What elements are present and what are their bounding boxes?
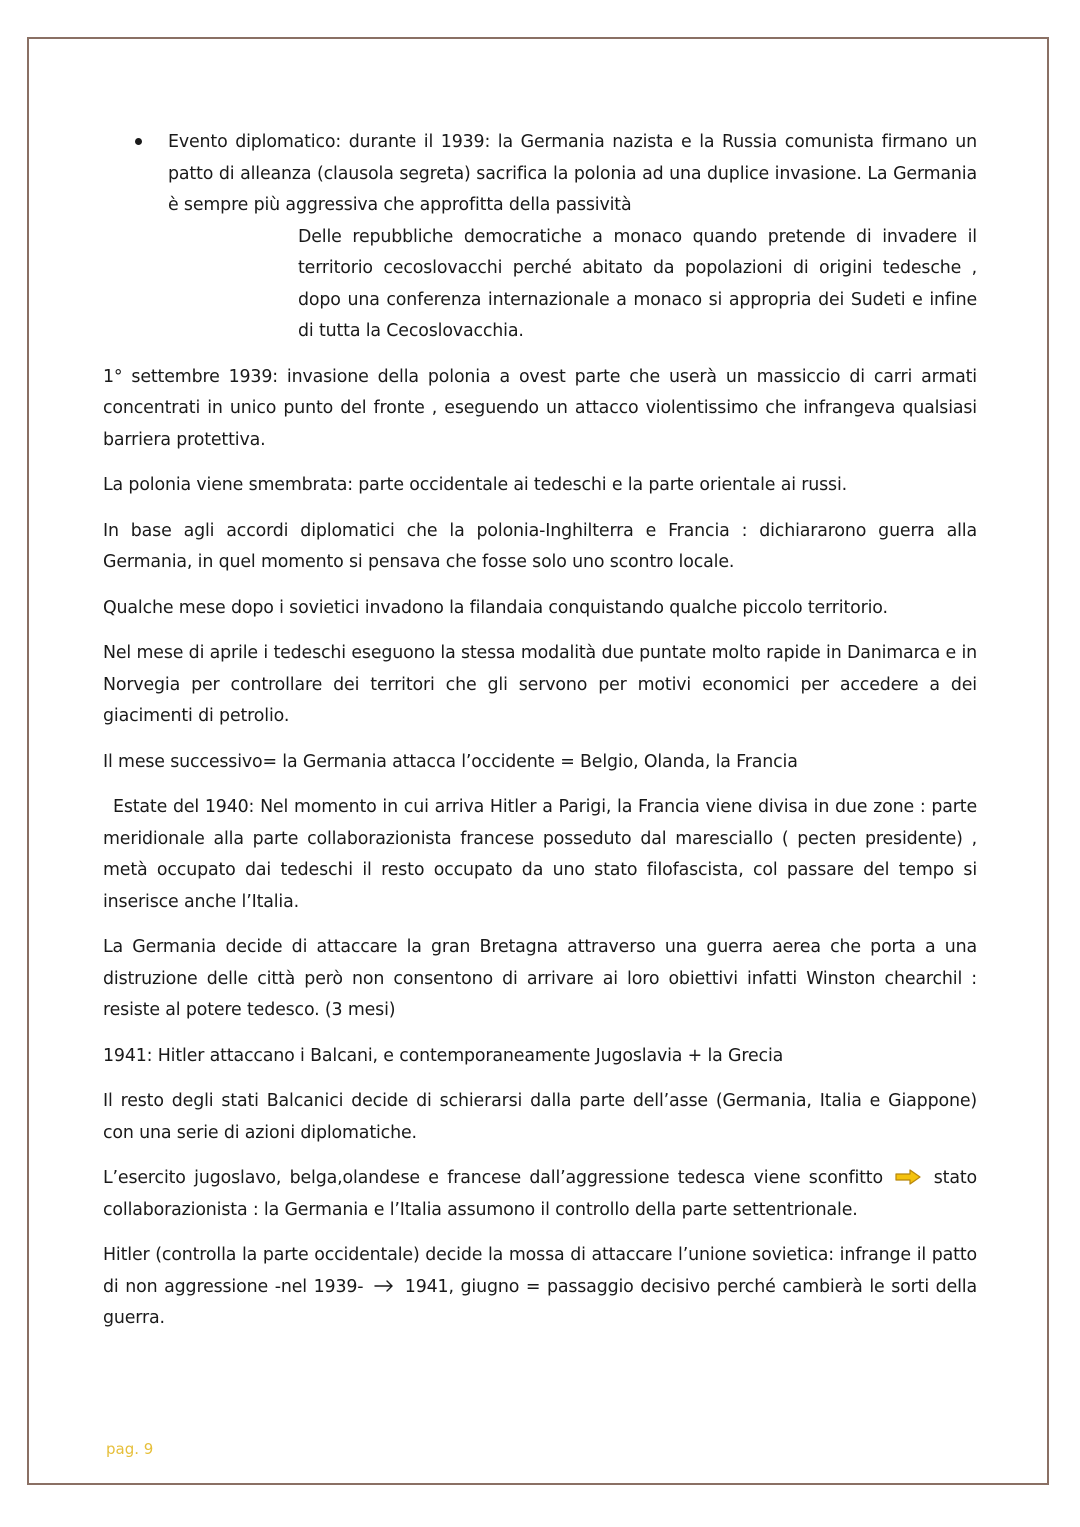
thin-right-arrow-icon bbox=[374, 1280, 394, 1292]
page-number: pag. 9 bbox=[106, 1440, 154, 1458]
bullet-continuation: Delle repubbliche democratiche a monaco quando pretende di invadere il territorio cecoslovacchi perché abitato da popolazioni di origini tedesche , dopo una conferenza internazionale a monaco si appropria dei Sudeti e infine di tutta la Cecoslovacchia. bbox=[298, 226, 977, 341]
bullet-dot-icon bbox=[135, 138, 142, 145]
right-arrow-icon bbox=[895, 1169, 921, 1185]
bullet-item bbox=[103, 127, 977, 348]
paragraph-finland: Qualche mese dopo i sovietici invadono la filandaia conquistando qualche piccolo territorio. bbox=[103, 597, 888, 618]
paragraph-armies-text-before: L’esercito jugoslavo, belga,olandese e francese dall’aggressione tedesca viene sconfitto bbox=[103, 1168, 883, 1188]
paragraph-armies-defeated bbox=[103, 1163, 977, 1226]
paragraph-hitler-text-after: 1941, giugno = passaggio decisivo perché cambierà le sorti della guerra. bbox=[103, 1276, 977, 1328]
paragraph-britain: La Germania decide di attaccare la gran Bretagna attraverso una guerra aerea che porta a una distruzione delle città però non consentono di arrivare ai loro obiettivi infatti Winston chearchil : resiste al potere tedesco. (3 mesi) bbox=[103, 937, 977, 1020]
paragraph-summer-1940: Estate del 1940: Nel momento in cui arriva Hitler a Parigi, la Francia viene divisa in due zone : parte meridionale alla parte collaborazionista francese posseduto dal maresciallo ( pecten presidente) , metà occupato dai tedeschi il resto occupato da uno stato filofascista, col passare del tempo si inserisce anche l’Italia. bbox=[103, 797, 977, 912]
paragraph-hitler-ussr bbox=[103, 1240, 977, 1335]
paragraph-balkans-1941: 1941: Hitler attaccano i Balcani, e contemporaneamente Jugoslavia + la Grecia bbox=[103, 1045, 784, 1066]
paragraph-invasion-poland: 1° settembre 1939: invasione della polonia a ovest parte che userà un massiccio di carri armati concentrati in unico punto del fronte , eseguendo un attacco violentissimo che infrangeva qualsiasi barriera protettiva. bbox=[103, 366, 977, 450]
paragraph-axis: Il resto degli stati Balcanici decide di schierarsi dalla parte dell’asse (Germania, Italia e Giappone) con una serie di azioni diplomatiche. bbox=[103, 1091, 977, 1143]
paragraph-armies-text-after: stato collaborazionista : la Germania e l’Italia assumono il controllo della parte settentrionale. bbox=[103, 1168, 977, 1220]
page-content bbox=[103, 127, 977, 1349]
paragraph-declaration-of-war: In base agli accordi diplomatici che la polonia-Inghilterra e Francia : dichiararono guerra alla Germania, in quel momento si pensava che fosse solo uno scontro locale. bbox=[103, 520, 977, 572]
paragraph-hitler-text-before: Hitler (controlla la parte occidentale) decide la mossa di attaccare l’unione sovietica: infrange il patto di non aggressione -nel 1939- bbox=[103, 1245, 977, 1297]
paragraph-denmark-norway: Nel mese di aprile i tedeschi eseguono la stessa modalità due puntate molto rapide in Danimarca e in Norvegia per controllare dei territori che gli servono per motivi economici per accedere a dei giacimenti di petrolio. bbox=[103, 643, 977, 726]
paragraph-attack-west: Il mese successivo= la Germania attacca l’occidente = Belgio, Olanda, la Francia bbox=[103, 751, 798, 772]
bullet-text: Evento diplomatico: durante il 1939: la Germania nazista e la Russia comunista firmano un patto di alleanza (clausola segreta) sacrifica la polonia ad una duplice invasione. La Germania è sempre più aggressiva che approfitta della passività bbox=[168, 132, 977, 215]
paragraph-poland-divided: La polonia viene smembrata: parte occidentale ai tedeschi e la parte orientale ai russi. bbox=[103, 475, 848, 495]
